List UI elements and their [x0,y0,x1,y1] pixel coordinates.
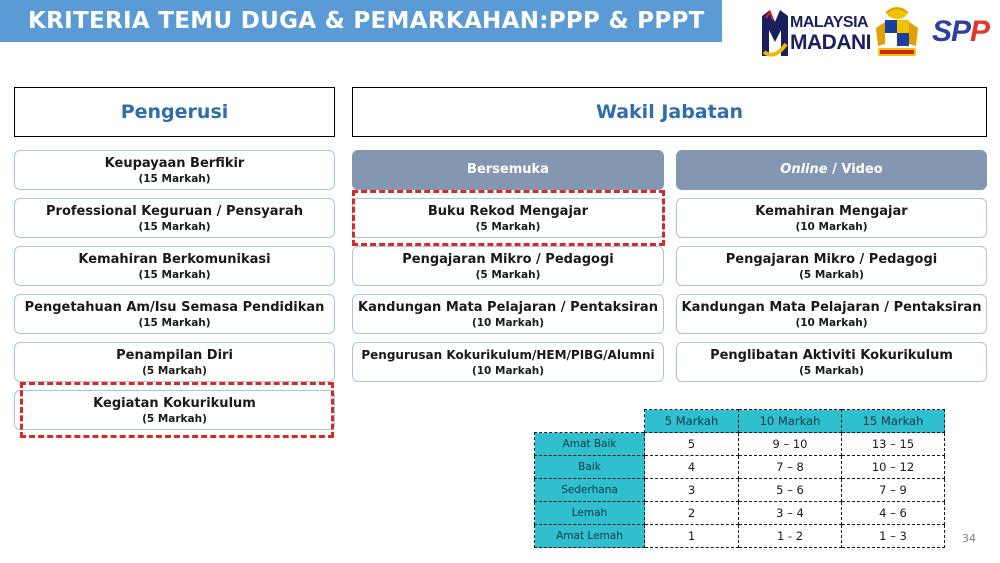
bersemuka-criterion [352,246,664,286]
table-row [535,525,945,548]
table-header-row [535,410,945,433]
table-row-label: Amat Baik [535,433,645,456]
pengerusi-heading: Pengerusi [14,87,335,137]
table-cell: 7 – 8 [739,456,842,479]
pengerusi-criterion [14,294,335,334]
madani-m-icon [760,8,790,58]
table-cell: 2 [645,502,739,525]
marks-rubric-table [534,409,945,548]
bersemuka-heading: Bersemuka [352,150,664,190]
pengerusi-criterion [14,246,335,286]
table-row [535,433,945,456]
table-column-header: 5 Markah [645,410,739,433]
criterion-name: Kandungan Mata Pelajaran / Pentaksiran [681,300,982,315]
table-cell: 1 - 2 [739,525,842,548]
table-column-header: 15 Markah [842,410,945,433]
pengerusi-criterion [14,198,335,238]
madani-logo-line2: MADANI [790,31,871,54]
madani-logo-line1: MALAYSIA [790,14,869,31]
criterion-name: Kegiatan Kokurikulum [93,396,256,411]
criterion-marks: (5 Markah) [799,269,864,281]
online-criterion [676,294,987,334]
criterion-name: Pengajaran Mikro / Pedagogi [402,252,614,267]
online-criterion [676,246,987,286]
bersemuka-criterion [352,294,664,334]
criterion-name: Pengajaran Mikro / Pedagogi [725,252,938,267]
criterion-name: Kemahiran Berkomunikasi [78,252,271,267]
criterion-name: Penglibatan Aktiviti Kokurikulum [710,348,953,363]
spp-logo-blue: SP [932,15,971,48]
bersemuka-criterion [352,198,664,238]
slide-title: KRITERIA TEMU DUGA & PEMARKAHAN:PPP & PPPT [0,0,722,42]
online-heading-italic: Online [780,162,828,177]
malaysia-madani-logo [760,4,871,60]
criterion-marks: (15 Markah) [138,269,211,281]
table-corner [535,410,645,433]
bersemuka-criterion [352,342,664,382]
criterion-marks: (10 Markah) [795,317,868,329]
table-row [535,456,945,479]
table-cell: 5 [645,433,739,456]
table-row-label: Lemah [535,502,645,525]
online-criterion [676,342,987,382]
table-cell: 9 – 10 [739,433,842,456]
table-cell: 10 – 12 [842,456,945,479]
table-column-header: 10 Markah [739,410,842,433]
table-row-label: Amat Lemah [535,525,645,548]
table-row-label: Sederhana [535,479,645,502]
criterion-name: Buku Rekod Mengajar [427,204,589,219]
page-number: 34 [962,532,976,545]
criterion-name: Penampilan Diri [116,348,233,363]
criterion-name: Professional Keguruan / Pensyarah [46,204,303,219]
criterion-name: Kandungan Mata Pelajaran / Pentaksiran [358,300,658,315]
spp-logo-red: P [970,15,990,48]
pengerusi-criterion [14,342,335,382]
criterion-marks: (5 Markah) [142,413,207,425]
criterion-marks: (10 Markah) [795,221,868,233]
coat-of-arms-icon [870,4,924,60]
table-cell: 4 [645,456,739,479]
online-heading-rest: / Video [827,162,883,177]
table-cell: 13 – 15 [842,433,945,456]
criterion-name: Kemahiran Mengajar [755,204,908,219]
criterion-name: Pengetahuan Am/Isu Semasa Pendidikan [24,300,325,315]
criterion-marks: (5 Markah) [475,269,541,281]
criterion-marks: (10 Markah) [471,317,545,329]
table-cell: 1 – 3 [842,525,945,548]
wakil-jabatan-heading: Wakil Jabatan [352,87,987,137]
table-row [535,479,945,502]
table-cell: 4 – 6 [842,502,945,525]
table-cell: 7 – 9 [842,479,945,502]
criterion-name: Pengurusan Kokurikulum/HEM/PIBG/Alumni [361,348,655,362]
criterion-marks: (15 Markah) [138,317,211,329]
online-criterion [676,198,987,238]
criterion-marks: (5 Markah) [142,365,207,377]
criterion-marks: (15 Markah) [138,221,211,233]
criterion-marks: (5 Markah) [475,221,541,233]
pengerusi-criterion [14,150,335,190]
table-row [535,502,945,525]
criterion-marks: (15 Markah) [138,173,211,185]
spp-logo [932,14,990,50]
table-cell: 5 – 6 [739,479,842,502]
table-row-label: Baik [535,456,645,479]
criterion-marks: (5 Markah) [799,365,864,377]
criterion-marks: (10 Markah) [471,365,545,377]
pengerusi-criterion [14,390,335,430]
online-video-heading [676,150,987,190]
criterion-name: Keupayaan Berfikir [104,156,245,171]
table-cell: 1 [645,525,739,548]
table-cell: 3 – 4 [739,502,842,525]
table-cell: 3 [645,479,739,502]
